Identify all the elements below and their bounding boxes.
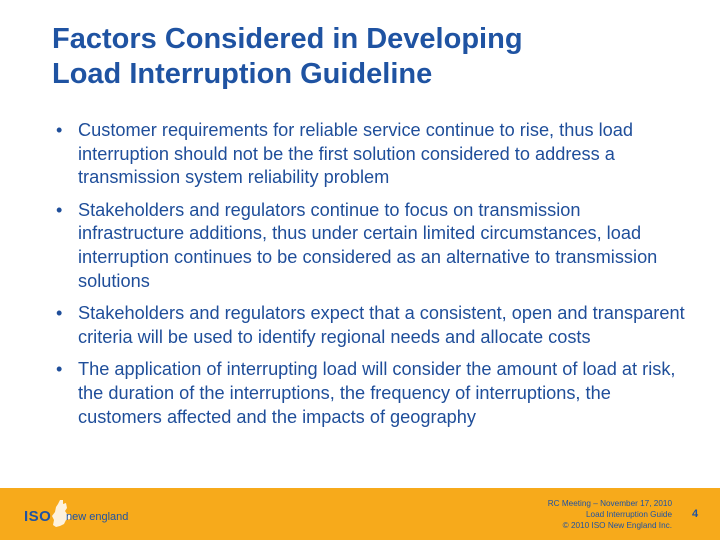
iso-new-england-logo: [24, 499, 134, 531]
slide-title-line-1: Factors Considered in Developing: [52, 23, 523, 55]
bullet-marker: •: [56, 199, 63, 220]
footer-copyright-line: © 2010 ISO New England Inc.: [562, 521, 672, 530]
bullet-text: The application of interrupting load will consider the amount of load at risk, the duration of the interruptions, the frequency of interruptions, the customers affected and the impacts of geography: [78, 359, 676, 427]
bullet-text: Customer requirements for reliable service continue to rise, thus load interruption should not be the first solution considered to address a transmission system reliability problem: [78, 120, 633, 188]
footer-bar: [0, 488, 720, 540]
logo-new-england-text: new england: [66, 511, 129, 523]
logo-iso-text: ISO: [24, 508, 52, 525]
footer-document-line: Load Interruption Guide: [585, 510, 672, 519]
bullet-item: [56, 302, 688, 349]
footer-meeting-info: [412, 498, 672, 531]
bullet-marker: •: [56, 120, 63, 140]
bullet-list: [56, 119, 688, 438]
bullet-item: [56, 199, 688, 293]
bullet-item: [56, 119, 688, 190]
bullet-text: Stakeholders and regulators continue to focus on transmission infrastructure additions, thus under certain limited circumstances, load interruption continues to be considered as an alternative to transmission solutions: [78, 199, 658, 291]
footer-meeting-line: RC Meeting – November 17, 2010: [547, 499, 672, 508]
bullet-marker: •: [56, 303, 63, 324]
slide-title: [52, 22, 692, 92]
page-number: 4: [692, 508, 699, 520]
bullet-item: [56, 358, 688, 429]
slide-title-line-2: Load Interruption Guideline: [52, 58, 433, 90]
bullet-marker: •: [56, 359, 63, 380]
bullet-text: Stakeholders and regulators expect that a consistent, open and transparent criteria will be used to identify regional needs and allocate costs: [78, 303, 685, 347]
